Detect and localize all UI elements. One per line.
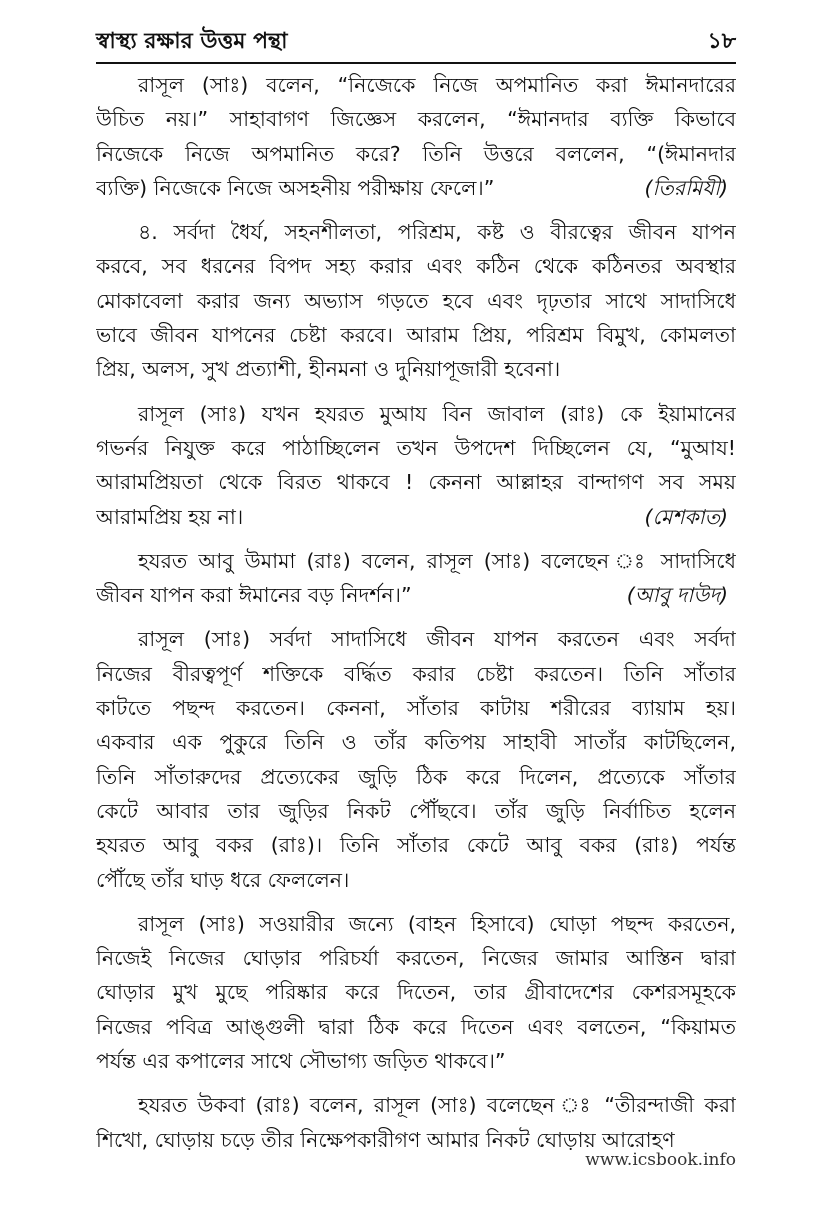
line-text: একবার এক পুকুরে তিনি ও তাঁর কতিপয় সাহাবী সাতাঁর কাটছিলেন, <box>96 730 736 755</box>
text-line <box>96 500 736 534</box>
paragraph <box>96 907 736 1078</box>
line-text: হযরত আবু উমামা (রাঃ) বলেন, রাসূল (সাঃ) বলেছেন ঃ সাদাসিধে <box>138 548 736 573</box>
text-line <box>96 794 736 828</box>
text-line <box>96 397 736 431</box>
line-text: পর্যন্ত এর কপালের সাথে সৌভাগ্য জড়িত থাকবে।” <box>96 1049 506 1074</box>
line-text: কেটে আবার তার জুড়ির নিকট পৌঁছবে। তাঁর জুড়ি নির্বাচিত হলেন <box>96 798 736 823</box>
line-text: ব্যক্তি) নিজেকে নিজে অসহনীয় পরীক্ষায় ফেলে।” <box>96 175 495 200</box>
paragraph <box>96 544 736 613</box>
hadith-source: (আবু দাউদ) <box>626 583 728 608</box>
text-line <box>96 907 736 941</box>
line-text: শিখো, ঘোড়ায় চড়ে তীর নিক্ষেপকারীগণ আমার নিকট ঘোড়ায় আরোহণ <box>96 1127 675 1152</box>
line-text: রাসূল (সাঃ) সওয়ারীর জন্যে (বাহন হিসাবে) ঘোড়া পছন্দ করতেন, <box>138 911 736 936</box>
header-rule <box>96 62 736 64</box>
line-text: আরামপ্রিয়তা থেকে বিরত থাকবে ! কেননা আল্লাহর বান্দাগণ সব সময় <box>96 470 736 495</box>
line-text: প্রিয়, অলস, সুখ প্রত্যাশী, হীনমনা ও দুনিয়াপূজারী হবেনা। <box>96 357 561 382</box>
hadith-source: (তিরমিযী) <box>644 175 728 200</box>
hadith-source: (মেশকাত) <box>644 504 728 529</box>
line-text: জীবন যাপন করা ঈমানের বড় নিদর্শন।” <box>96 583 412 608</box>
line-text: কাটতে পছন্দ করতেন। কেননা, সাঁতার কাটায় শরীরের ব্যায়াম হয়। <box>96 696 736 721</box>
text-line <box>96 1010 736 1044</box>
text-line <box>96 691 736 725</box>
line-text: হযরত উকবা (রাঃ) বলেন, রাসূল (সাঃ) বলেছেন ঃ “তীরন্দাজী করা <box>138 1093 736 1118</box>
line-text: করবে, সব ধরনের বিপদ সহ্য করার এবং কঠিন থেকে কঠিনতর অবস্থার <box>96 254 736 279</box>
text-line <box>96 352 736 386</box>
line-text: ভাবে জীবন যাপনের চেষ্টা করবে। আরাম প্রিয়, পরিশ্রম বিমুখ, কোমলতা <box>96 323 736 348</box>
text-line <box>96 863 736 897</box>
page-body <box>96 68 736 1167</box>
text-line <box>96 1088 736 1122</box>
paragraph <box>96 1088 736 1157</box>
paragraph <box>96 622 736 896</box>
text-line <box>96 318 736 352</box>
line-text: নিজের বীরত্বপূর্ণ শক্তিকে বর্দ্ধিত করার চেষ্টা করতেন। তিনি সাঁতার <box>96 661 736 686</box>
line-text: তিনি সাঁতারুদের প্রত্যেকের জুড়ি ঠিক করে দিলেন, প্রত্যেকে সাঁতার <box>96 764 736 789</box>
text-line <box>96 578 736 612</box>
text-line <box>96 1044 736 1078</box>
line-text: ৪. সর্বদা ধৈর্য, সহনশীলতা, পরিশ্রম, কষ্ট ও বীরত্বের জীবন যাপন <box>138 220 736 245</box>
line-text: মোকাবেলা করার জন্য অভ্যাস গড়তে হবে এবং দৃঢ়তার সাথে সাদাসিধে <box>96 288 736 313</box>
line-text: আরামপ্রিয় হয় না। <box>96 504 244 529</box>
line-text: উচিত নয়।” সাহাবাগণ জিজ্ঞেস করলেন, “ঈমানদার ব্যক্তি কিভাবে <box>96 107 736 132</box>
site-watermark: www.icsbook.info <box>585 1150 736 1170</box>
text-line <box>96 828 736 862</box>
paragraph <box>96 215 736 386</box>
line-text: পৌঁছে তাঁর ঘাড় ধরে ফেললেন। <box>96 867 350 892</box>
line-text: নিজেকে নিজে অপমানিত করে? তিনি উত্তরে বললেন, “(ঈমানদার <box>96 141 736 166</box>
text-line <box>96 68 736 102</box>
text-line <box>96 249 736 283</box>
line-text: ঘোড়ার মুখ মুছে পরিষ্কার করে দিতেন, তার গ্রীবাদেশের কেশরসমূহকে <box>96 980 736 1005</box>
line-text: গভর্নর নিযুক্ত করে পাঠাচ্ছিলেন তখন উপদেশ দিচ্ছিলেন যে, “মুআয! <box>96 435 736 460</box>
text-line <box>96 725 736 759</box>
text-line <box>96 622 736 656</box>
text-line <box>96 941 736 975</box>
text-line <box>96 137 736 171</box>
text-line <box>96 431 736 465</box>
running-header <box>96 26 736 62</box>
line-text: নিজেই নিজের ঘোড়ার পরিচর্যা করতেন, নিজের জামার আস্তিন দ্বারা <box>96 946 736 971</box>
text-line <box>96 544 736 578</box>
paragraph <box>96 68 736 205</box>
line-text: রাসূল (সাঃ) সর্বদা সাদাসিধে জীবন যাপন করতেন এবং সর্বদা <box>138 627 736 652</box>
text-line <box>96 171 736 205</box>
text-line <box>96 284 736 318</box>
text-line <box>96 465 736 499</box>
text-line <box>96 975 736 1009</box>
line-text: নিজের পবিত্র আঙ্গুলী দ্বারা ঠিক করে দিতেন এবং বলতেন, “কিয়ামত <box>96 1014 736 1039</box>
text-line <box>96 215 736 249</box>
line-text: রাসূল (সাঃ) যখন হযরত মুআয বিন জাবাল (রাঃ) কে ইয়ামানের <box>138 401 736 426</box>
page-number: ১৮ <box>707 29 736 54</box>
text-line <box>96 657 736 691</box>
text-line <box>96 102 736 136</box>
text-line <box>96 760 736 794</box>
paragraph <box>96 397 736 534</box>
line-text: হযরত আবু বকর (রাঃ)। তিনি সাঁতার কেটে আবু বকর (রাঃ) পর্যন্ত <box>96 833 736 858</box>
book-title: স্বাস্থ্য রক্ষার উত্তম পন্থা <box>96 29 288 54</box>
line-text: রাসূল (সাঃ) বলেন, “নিজেকে নিজে অপমানিত করা ঈমানদারের <box>138 73 736 97</box>
